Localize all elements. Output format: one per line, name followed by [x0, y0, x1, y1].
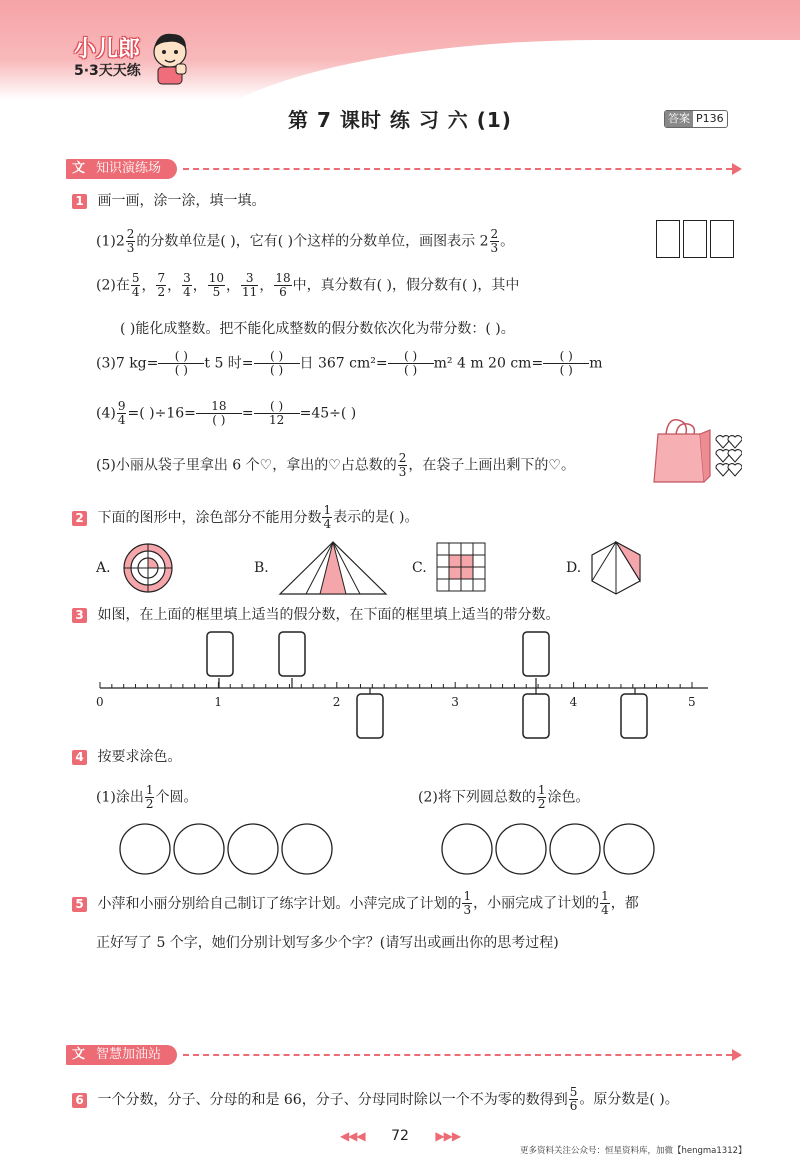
text: ，小丽完成了计划的 — [473, 895, 600, 912]
answer-box-bottom[interactable] — [523, 694, 549, 738]
fraction-2-3: $\frac{2}{3}$ — [490, 227, 499, 255]
arrow-right-icon — [732, 1049, 742, 1061]
section-mark-icon: 文 — [72, 161, 86, 176]
circle-shape[interactable] — [604, 824, 654, 874]
text: 下面的图形中，涂色部分不能用分数 — [97, 509, 322, 526]
question-1-part3 — [96, 350, 602, 377]
option-c-label[interactable]: C. — [412, 560, 427, 576]
prev-arrows-icon: ◀◀◀ — [339, 1129, 365, 1143]
circle-shape[interactable] — [282, 824, 332, 874]
tick-label: 1 — [214, 695, 223, 709]
section-mark-icon: 文 — [72, 1047, 86, 1062]
separator: ， — [141, 277, 156, 294]
question-number: 1 — [72, 194, 87, 209]
text: (1)涂出 — [96, 789, 144, 806]
question-number: 6 — [72, 1093, 87, 1108]
circle-shape[interactable] — [496, 824, 546, 874]
question-5-prompt — [72, 890, 639, 917]
fraction-1-3: $\frac{1}{3}$ — [463, 889, 472, 917]
blank-fraction[interactable]: ( ) ( ) — [254, 350, 300, 377]
drawing-box[interactable] — [656, 220, 680, 258]
text: 日 367 cm²= — [299, 355, 388, 372]
fraction-9-4: $\frac{9}{4}$ — [117, 399, 126, 427]
separator: ， — [259, 277, 274, 294]
question-number: 2 — [72, 511, 87, 526]
option-b-label[interactable]: B. — [254, 560, 269, 576]
question-text: 画一画，涂一涂，填一填。 — [97, 193, 266, 209]
blank-fraction[interactable]: ( ) ( ) — [158, 350, 204, 377]
blank-fraction[interactable]: ( ) 12 — [254, 400, 300, 427]
question-number: 4 — [72, 750, 87, 765]
text: 涂色。 — [547, 789, 590, 806]
text: ，在袋子上画出剩下的♡。 — [408, 457, 575, 474]
circles-group-2 — [440, 822, 656, 878]
section-tag — [66, 1045, 177, 1065]
page-number: 72 — [391, 1128, 409, 1144]
blank-fraction[interactable]: ( ) ( ) — [543, 350, 589, 377]
answer-label: 答案 — [665, 111, 693, 127]
answer-box-top[interactable] — [207, 632, 233, 676]
drawing-box[interactable] — [710, 220, 734, 258]
text: m — [589, 355, 603, 372]
brand-logo: 小儿郎 — [74, 37, 141, 62]
option-a-label[interactable]: A. — [96, 560, 111, 576]
question-1-part1 — [96, 228, 514, 255]
drawing-rectangles — [656, 220, 734, 258]
text: (5)小丽从袋子里拿出 6 个♡，拿出的♡占总数的 — [96, 457, 397, 474]
section-title: 智慧加油站 — [96, 1047, 162, 1062]
text: 按要求涂色。 — [97, 749, 182, 765]
section-title: 知识演练场 — [96, 161, 162, 176]
separator: ， — [167, 277, 182, 294]
arrow-right-icon — [732, 163, 742, 175]
text: (2)在 — [96, 277, 130, 294]
question-2-prompt — [72, 504, 418, 531]
text: 个圆。 — [155, 789, 198, 806]
text: 。 — [500, 233, 515, 250]
answer-box-top[interactable] — [279, 632, 305, 676]
answer-page: P136 — [696, 112, 724, 125]
fraction-5-6: $\frac{5}{6}$ — [569, 1085, 578, 1113]
number-line — [90, 630, 720, 742]
text: 小萍和小丽分别给自己制订了练字计划。小萍完成了计划的 — [97, 895, 462, 912]
question-1-prompt — [72, 190, 265, 210]
fraction-1-4: $\frac{1}{4}$ — [601, 889, 609, 917]
tick-label: 0 — [96, 695, 104, 709]
footer-note: 更多资料关注公众号：恒星资料库，加微【hengma1312】 — [520, 1146, 747, 1156]
section-header-challenge — [66, 1044, 742, 1066]
mascot-icon — [148, 30, 194, 86]
text: 中，真分数有( )，假分数有( )，其中 — [292, 277, 520, 294]
fraction-item: $\frac{3}{11}$ — [242, 271, 258, 299]
text: (3)7 kg= — [96, 355, 159, 372]
option-d-label[interactable]: D. — [566, 560, 582, 576]
question-4-part2 — [418, 784, 589, 811]
answer-box-top[interactable] — [523, 632, 549, 676]
fraction-item: $\frac{7}{2}$ — [157, 271, 166, 299]
circle-shape[interactable] — [120, 824, 170, 874]
section-tag — [66, 159, 177, 179]
blank-fraction[interactable]: 18 ( ) — [196, 400, 242, 427]
dashed-divider — [183, 1054, 732, 1056]
question-1-part2-cont: ( )能化成整数。把不能化成整数的假分数依次化为带分数：( )。 — [120, 321, 515, 337]
text: 的分数单位是( )，它有( )个这样的分数单位，画图表示 2 — [136, 233, 489, 250]
tick-label: 2 — [332, 695, 341, 709]
fraction-item: $\frac{18}{6}$ — [275, 271, 291, 299]
fraction-1-2: $\frac{1}{2}$ — [537, 783, 546, 811]
question-number: 5 — [72, 897, 87, 912]
text: =45÷( ) — [299, 405, 357, 422]
fraction-1-4: $\frac{1}{4}$ — [323, 503, 332, 531]
fraction-item: $\frac{10}{5}$ — [208, 271, 225, 299]
answer-page-badge — [664, 110, 728, 128]
circles-group-1 — [118, 822, 334, 878]
text: (4) — [96, 405, 116, 422]
question-5-cont: 正好写了 5 个字，她们分别计划写多少个字？(请写出或画出你的思考过程) — [96, 935, 559, 951]
fraction-list — [130, 271, 293, 299]
fraction-item: $\frac{3}{4}$ — [183, 271, 191, 299]
tick-label: 3 — [451, 695, 459, 709]
fraction-2-3: $\frac{2}{3}$ — [126, 227, 135, 255]
answer-box-bottom[interactable] — [621, 694, 647, 738]
fraction-2-3: $\frac{2}{3}$ — [398, 451, 407, 479]
separator: ， — [226, 277, 241, 294]
option-d-hexagon[interactable] — [590, 540, 642, 596]
question-1-part5 — [96, 452, 575, 479]
circle-shape[interactable] — [442, 824, 492, 874]
blank-fraction[interactable]: ( ) ( ) — [388, 350, 434, 377]
question-3-prompt — [72, 604, 559, 624]
text: 表示的是( )。 — [333, 509, 419, 526]
question-1-part2 — [96, 272, 519, 299]
text: (1)2 — [96, 233, 125, 250]
tick-label: 5 — [688, 695, 696, 709]
option-b-triangle[interactable] — [278, 540, 388, 596]
dashed-divider — [183, 168, 732, 170]
text: =( )÷16= — [127, 405, 196, 422]
drawing-box[interactable] — [683, 220, 707, 258]
question-4-prompt — [72, 746, 181, 766]
text: ，都 — [610, 895, 639, 912]
brand-subtitle: 5·3天天练 — [74, 63, 141, 79]
tick-label: 4 — [569, 695, 578, 709]
page-title: 第 7 课时 练 习 六 (1) — [288, 108, 512, 132]
circle-shape[interactable] — [550, 824, 600, 874]
text: m² 4 m 20 cm= — [433, 355, 544, 372]
heart-icons — [716, 436, 742, 476]
question-6-prompt — [72, 1086, 679, 1113]
section-header-practice — [66, 158, 742, 180]
text: 。原分数是( )。 — [579, 1091, 679, 1108]
shopping-bag-icon[interactable] — [648, 416, 742, 486]
fraction-1-2: $\frac{1}{2}$ — [145, 783, 154, 811]
separator: ， — [192, 277, 207, 294]
option-c-grid-square[interactable] — [436, 542, 488, 594]
text: 一个分数，分子、分母的和是 66，分子、分母同时除以一个不为零的数得到 — [97, 1091, 568, 1108]
circle-shape[interactable] — [228, 824, 278, 874]
next-arrows-icon: ▶▶▶ — [435, 1129, 461, 1143]
option-a-concentric-circles[interactable] — [122, 542, 174, 594]
text: (2)将下列圆总数的 — [418, 789, 536, 806]
circle-shape[interactable] — [174, 824, 224, 874]
question-1-part4 — [96, 400, 356, 427]
answer-box-bottom[interactable] — [357, 694, 383, 738]
text: t 5 时= — [204, 355, 254, 372]
question-4-part1 — [96, 784, 197, 811]
question-number: 3 — [72, 608, 87, 623]
text: 如图，在上面的框里填上适当的假分数，在下面的框里填上适当的带分数。 — [97, 607, 560, 623]
page-footer — [0, 1128, 800, 1144]
text: = — [241, 405, 254, 422]
fraction-item: $\frac{5}{4}$ — [131, 271, 140, 299]
